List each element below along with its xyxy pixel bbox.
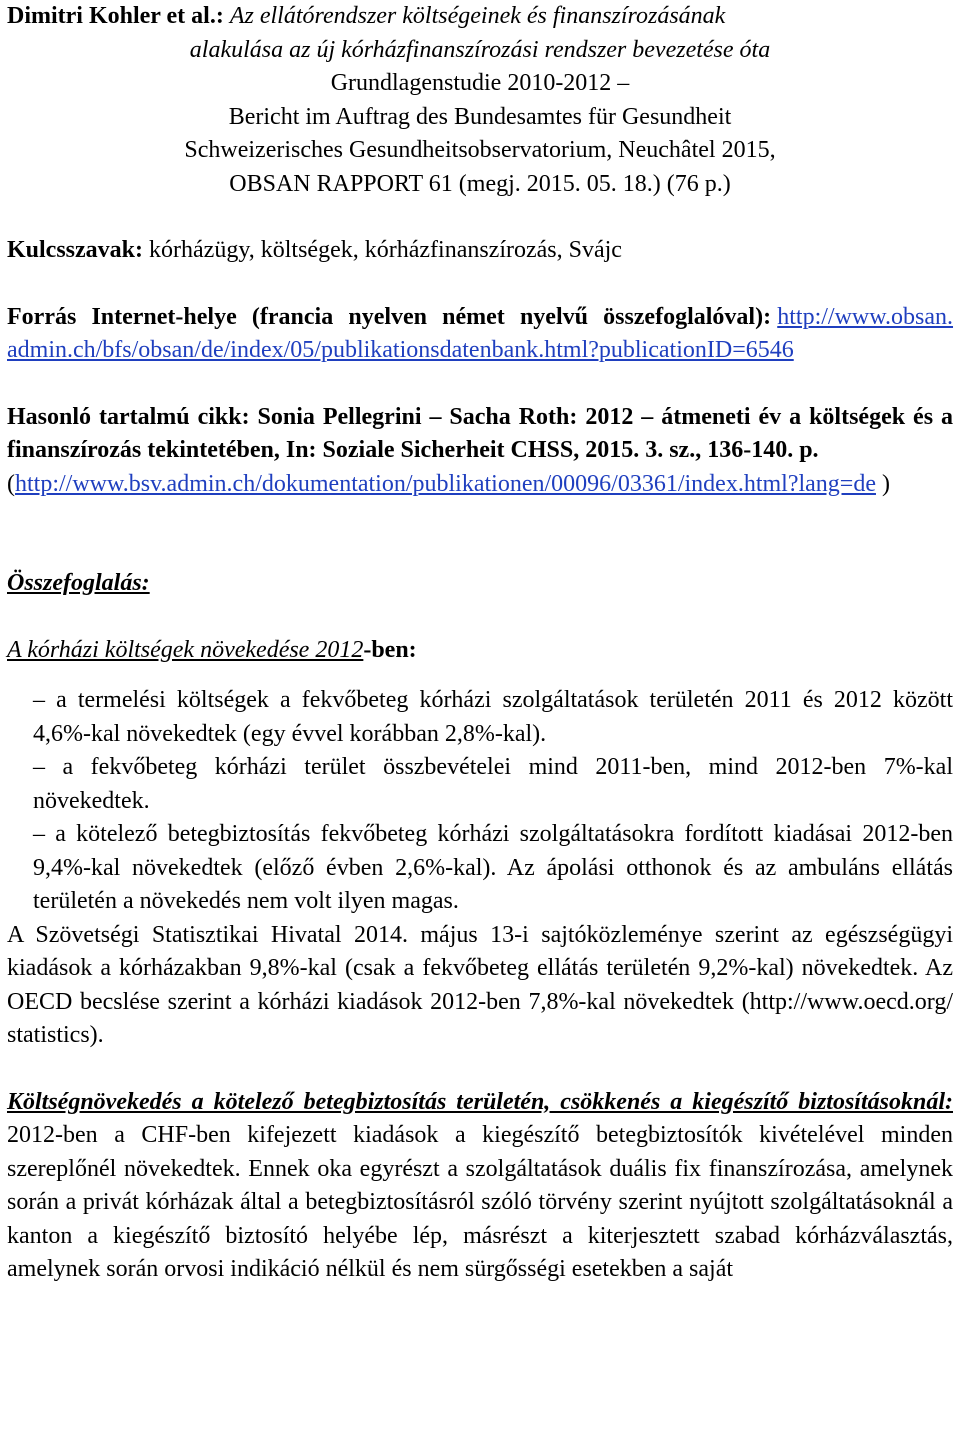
spacer [7, 601, 953, 634]
summary-bullet-3: – a kötelező betegbiztosítás fekvőbeteg kórházi szolgáltatásokra fordított kiadásai 2012-ben 9,4%-kal növekedtek (előző évben 2,6%-kal). Az ápolási otthonok és az ambuláns ellátás területén a növekedés nem volt ilyen magas. [33, 821, 953, 914]
similar-close-paren: ) [875, 470, 890, 497]
spacer [7, 501, 953, 534]
similar-article-link[interactable]: http://www.bsv.admin.ch/dokumentation/publikationen/00096/03361/index.html?lang=de [15, 470, 876, 497]
growth-paragraph [7, 1086, 953, 1287]
summary-heading: Összefoglalás: [7, 570, 150, 596]
title-line-2: alakulása az új kórházfinanszírozási rendszer bevezetése óta [189, 36, 771, 63]
similar-article: Hasonló tartalmú cikk: Sonia Pellegrini – Sacha Roth: 2012 – átmeneti év a költségek és a finanszírozás tekintetében, In: Soziale Sicherheit CHSS, 2015. 3. sz., 136-140. p. [7, 403, 953, 463]
source-link[interactable]: http://www.obsan.admin.ch/bfs/obsan/de/index/05/publikationsdatenbank.html?publicationID=6546 [7, 303, 954, 363]
growth-heading: Költségnövekedés a kötelező betegbiztosítás területén, csökkenés a kiegészítő biztosításoknál: [7, 1088, 953, 1115]
similar-article-link-line [7, 468, 953, 502]
spacer [7, 268, 953, 301]
source-paragraph [7, 301, 953, 368]
keywords-label: Kulcsszavak: [7, 237, 144, 263]
author: Dimitri Kohler et al. [7, 3, 216, 29]
spacer [7, 534, 953, 567]
author-colon: : [215, 3, 230, 29]
summary-subheading [7, 634, 953, 668]
keywords-text: kórházügy, költségek, kórházfinanszírozás, Svájc [143, 237, 622, 263]
spacer [7, 667, 953, 684]
summary-subheading-bold: -ben: [363, 636, 417, 663]
header-line-5: Schweizerisches Gesundheitsobservatorium, Neuchâtel 2015, [184, 137, 776, 163]
spacer [7, 201, 953, 234]
summary-paragraph: A Szövetségi Statisztikai Hivatal 2014. május 13-i sajtóközleménye szerint az egészségügyi kiadások a kórházakban 9,8%-kal (csak a fekvőbeteg ellátás területén 9,2%-kal) növekedtek. Az OECD becslése szerint a kórházi kiadások 2012-ben 7,8%-kal növekedtek (http://www.oecd.org/ statistics). [7, 921, 953, 1048]
similar-open-paren: ( [7, 470, 15, 497]
header-line-1 [7, 0, 953, 34]
keywords [7, 234, 953, 268]
summary-subheading-italic: A kórházi költségek növekedése 2012 [7, 636, 364, 663]
header-line-6: OBSAN RAPPORT 61 (megj. 2015. 05. 18.) (76 p.) [229, 170, 731, 197]
document-header [7, 0, 953, 201]
spacer [7, 368, 953, 401]
growth-text: 2012-ben a CHF-ben kifejezett kiadások a kiegészítő betegbiztosítók kivételével minden szereplőnél növekedtek. Ennek oka egyrészt a szolgáltatások duális fix finanszírozása, amelynek során a privát kórházak által a betegbiztosításról szóló törvény szerint nyújtott szolgáltatásoknál a kanton a kiegészítő biztosító helyébe lép, másrészt a kiterjesztett szabad kórházválasztás, amelynek során orvosi indikáció nélkül és nem sürgősségi esetekben a saját [7, 1122, 953, 1282]
source-label: Forrás Internet-helye (francia nyelven német nyelvű összefoglalóval): [7, 303, 772, 330]
title-line-1: Az ellátórendszer költségeinek és finanszírozásának [229, 3, 726, 29]
header-line-4: Bericht im Auftrag des Bundesamtes für Gesundheit [228, 103, 732, 130]
summary-bullet-2: – a fekvőbeteg kórházi terület összbevételei mind 2011-ben, mind 2012-ben 7%-kal növekedtek. [33, 754, 953, 814]
header-line-3: Grundlagenstudie 2010-2012 – [330, 70, 630, 96]
spacer [7, 1053, 953, 1086]
summary-bullet-1: – a termelési költségek a fekvőbeteg kórházi szolgáltatások területén 2011 és 2012 között 4,6%-kal növekedtek (egy évvel korábban 2,8%-kal). [33, 687, 953, 747]
